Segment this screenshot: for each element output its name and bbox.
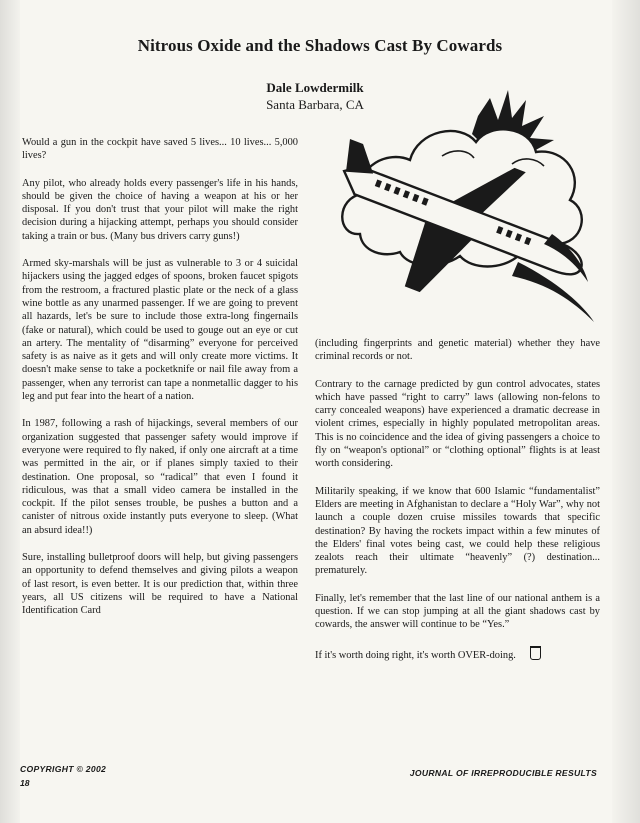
paragraph: Contrary to the carnage predicted by gun control advocates, states which have passed “right to carry” laws (allowing non-felons to carry concealed weapons) have experienced a dramatic decrease in violent crimes, especially in highly populated metropolitan areas. This is no coincidence and the idea of giving passengers a choice to fly on “weapon's optional” or “clothing optional” flights is at least worth considering. bbox=[315, 378, 600, 470]
paragraph: Would a gun in the cockpit have saved 5 lives... 10 lives... 5,000 lives? bbox=[22, 137, 298, 162]
journal-name: JOURNAL OF IRREPRODUCIBLE RESULTS bbox=[409, 768, 597, 778]
paragraph: Militarily speaking, if we know that 600 Islamic “fundamentalist” Elders are meeting in Afghanistan to declare a “Holy War”, why not launch a couple dozen cruise missiles towards that specific destination? By having the rockets impact within a few minutes of the Elders' final votes being cast, we could help these religious zealots reach their ultimate “heavenly” (?) destination... prematurely. bbox=[315, 485, 600, 577]
paragraph: Armed sky-marshals will be just as vulnerable to 3 or 4 suicidal hijackers using the jagged edges of spoons, broken faucet spigots from the restroom, a fractured plastic plate or the neck of a glass wine bottle as any unarmed passenger. If we are going to prevent all hazards, let's be sure to include those extra-long fingernails (fake or natural), which could be used to gouge out an eye or cut an artery. The mentality of “disarming” everyone for perceived safety is as naive as it gets and will only create more victims. It doesn't make sense to take a pocketknife or nail file away from a passenger, when any terrorist can tape a nonmetallic dagger to his leg and put fear into the heart of a nation. bbox=[22, 258, 298, 403]
paragraph: Any pilot, who already holds every passenger's life in his hands, should be given the choice of having a weapon at his or her disposal. If you don't trust that your pilot will make the right decision during a hijacking attempt, perhaps you should consider taking a train or bus. (Many bus drivers carry guns!) bbox=[22, 177, 298, 242]
page-number: 18 bbox=[20, 778, 30, 788]
paragraph: Finally, let's remember that the last line of our national anthem is a question. If we can stop jumping at all the giant shadows cast by cowards, the answer will continue to be “Yes.” bbox=[315, 592, 600, 631]
left-column bbox=[22, 136, 298, 632]
end-mark-icon bbox=[530, 646, 541, 660]
airplane-cloud-illustration bbox=[322, 86, 604, 326]
closing-line-text: If it's worth doing right, it's worth OVER-doing. bbox=[315, 649, 516, 661]
closing-line bbox=[315, 646, 600, 662]
right-column bbox=[315, 337, 600, 676]
paragraph: (including fingerprints and genetic material) whether they have criminal records or not. bbox=[315, 338, 600, 363]
author-name: Dale Lowdermilk bbox=[266, 80, 364, 95]
copyright-notice: COPYRIGHT © 2002 bbox=[20, 764, 107, 774]
paragraph: In 1987, following a rash of hijackings, several members of our organization suggested that passenger safety would improve if everyone were required to fly naked, if only one aircraft at a time was permitted in the air, or if planes simply taxied to their destination. One proposal, so “radical” that even I found it ridiculous, was that a small video camera be installed in the cockpit. If the pilot senses trouble, be pushes a button and a canister of nitrous oxide instantly puts everyone to sleep. (What an absurd idea!!) bbox=[22, 418, 298, 536]
left-page-edge-bleed bbox=[0, 0, 20, 823]
right-page-edge-bleed bbox=[612, 0, 640, 823]
author-location: Santa Barbara, CA bbox=[266, 97, 364, 112]
article-title: Nitrous Oxide and the Shadows Cast By Cowards bbox=[137, 36, 503, 55]
paragraph: Sure, installing bulletproof doors will help, but giving passengers an opportunity to defend themselves and giving pilots a weapon of last resort, is even better. It is our prediction that, within three years, all US citizens will be required to have a National Identification Card bbox=[22, 552, 298, 617]
